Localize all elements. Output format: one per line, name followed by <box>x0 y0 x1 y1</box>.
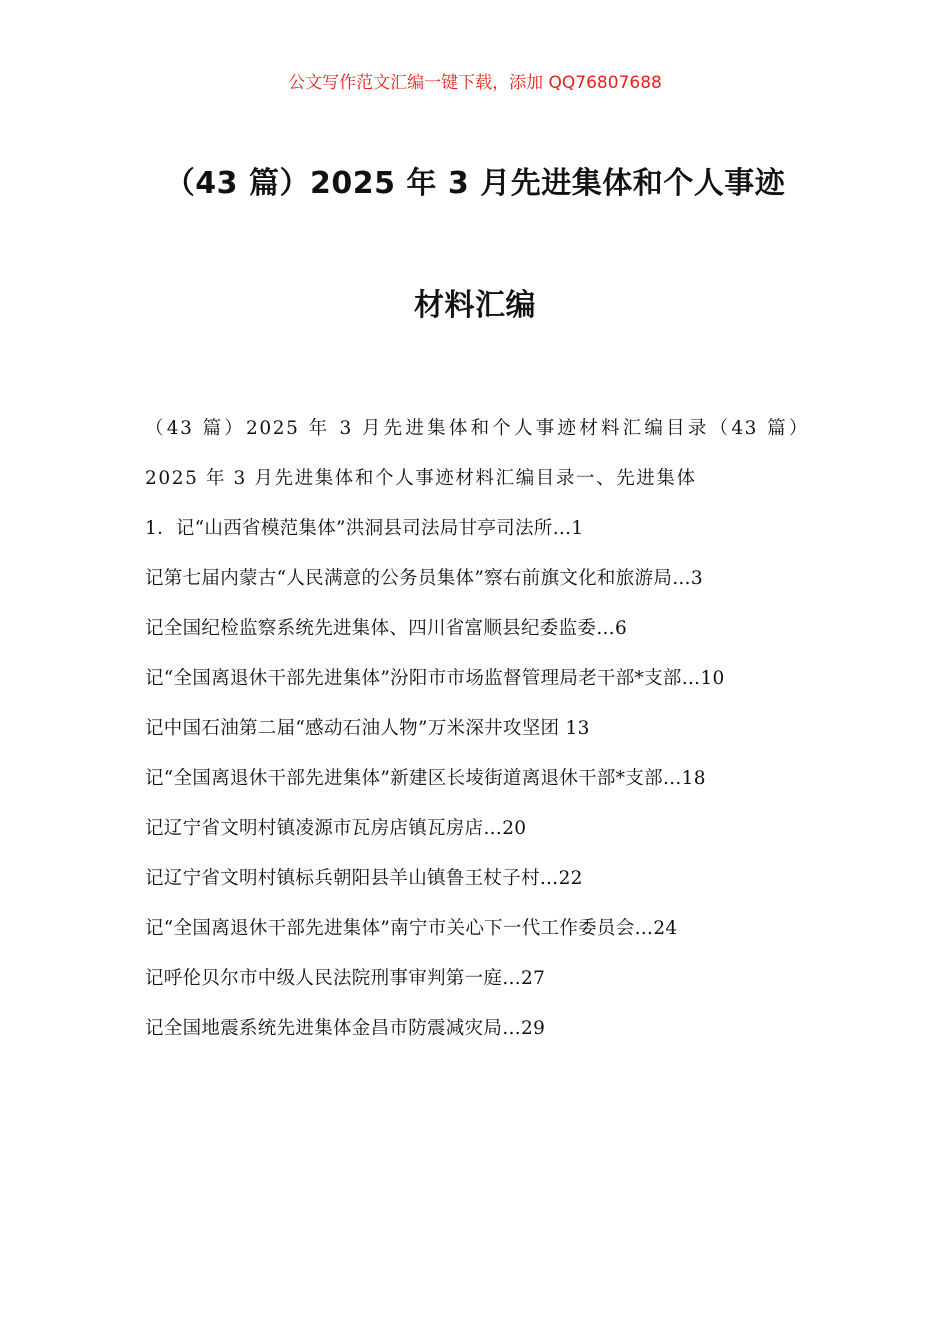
toc-intro-paragraph: （43 篇）2025 年 3 月先进集体和个人事迹材料汇编目录（43 篇）2025 年 3 月先进集体和个人事迹材料汇编目录一、先进集体 <box>145 418 809 489</box>
toc-item: 记全国地震系统先进集体金昌市防震减灾局…29 <box>145 1018 546 1039</box>
header-promo-note: 公文写作范文汇编一键下载，添加 QQ76807688 <box>288 73 662 93</box>
toc-item: 记“全国离退休干部先进集体”汾阳市市场监督管理局老干部*支部…10 <box>145 668 725 689</box>
toc-item: 记第七届内蒙古“人民满意的公务员集体”察右前旗文化和旅游局…3 <box>145 568 703 589</box>
toc-item: 记辽宁省文明村镇凌源市瓦房店镇瓦房店…20 <box>145 818 527 839</box>
toc-item: 记中国石油第二届“感动石油人物”万米深井攻坚团 13 <box>145 718 590 739</box>
document-title-line-1: （43 篇）2025 年 3 月先进集体和个人事迹 <box>164 166 786 201</box>
toc-item: 记“全国离退休干部先进集体”新建区长堎街道离退休干部*支部…18 <box>145 768 706 789</box>
toc-list <box>145 504 809 1054</box>
toc-item: 记“全国离退休干部先进集体”南宁市关心下一代工作委员会…24 <box>145 918 678 939</box>
document-title-line-2: 材料汇编 <box>414 288 536 323</box>
toc-item: 记全国纪检监察系统先进集体、四川省富顺县纪委监委…6 <box>145 618 628 639</box>
toc-item: 1．记“山西省模范集体”洪洞县司法局甘亭司法所…1 <box>145 518 584 539</box>
toc-item: 记呼伦贝尔市中级人民法院刑事审判第一庭…27 <box>145 968 546 989</box>
toc-item: 记辽宁省文明村镇标兵朝阳县羊山镇鲁王杖子村…22 <box>145 868 583 889</box>
